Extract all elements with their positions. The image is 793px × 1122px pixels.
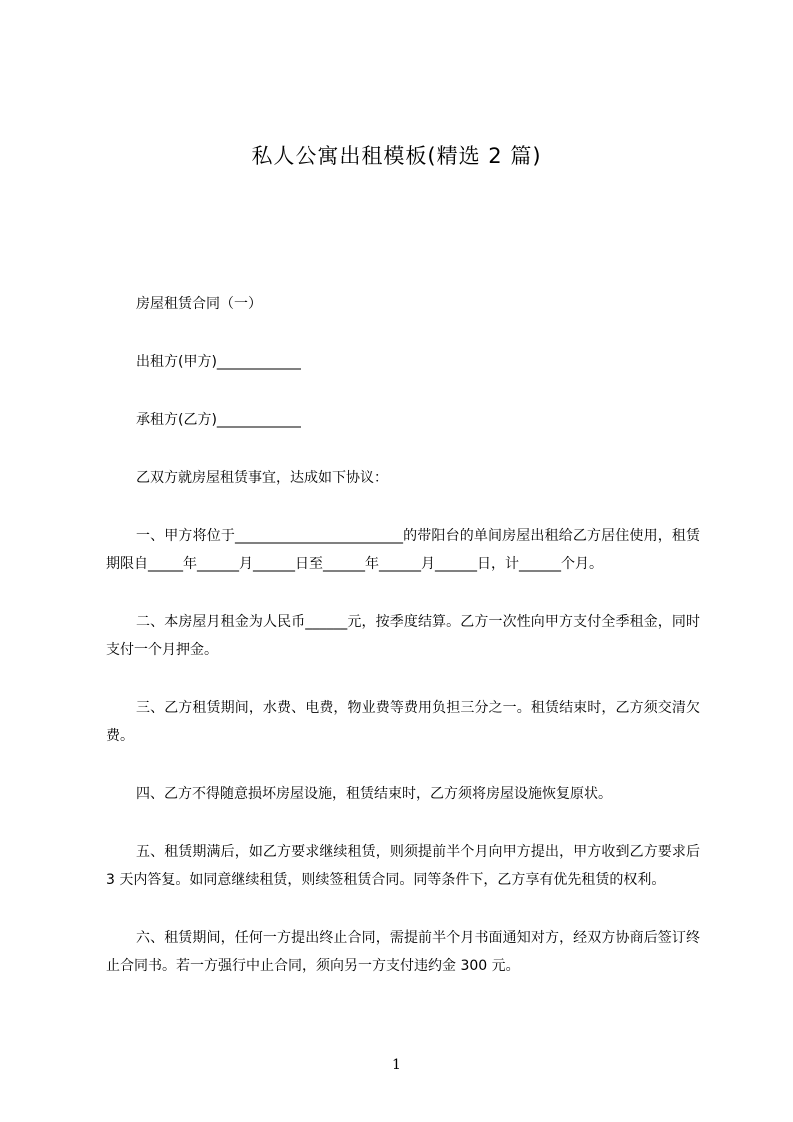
agreement-intro: 乙双方就房屋租赁事宜，达成如下协议： bbox=[136, 470, 388, 486]
document-title: 私人公寓出租模板(精选 2 篇) bbox=[251, 144, 542, 168]
clause-3: 三、乙方租赁期间，水费、电费，物业费等费用负担三分之一。租赁结束时，乙方须交清欠费。 bbox=[106, 700, 700, 744]
clause-2: 二、本房屋月租金为人民币______元，按季度结算。乙方一次性向甲方支付全季租金，同时支付一个月押金。 bbox=[106, 614, 700, 658]
contract-heading: 房屋租赁合同（一） bbox=[136, 296, 262, 312]
clause-5: 五、租赁期满后，如乙方要求继续租赁，则须提前半个月向甲方提出，甲方收到乙方要求后 3 天内答复。如同意继续租赁，则续签租赁合同。同等条件下，乙方享有优先租赁的权利。 bbox=[106, 844, 700, 888]
page-number: 1 bbox=[392, 1057, 401, 1073]
lessee-line: 承租方(乙方)____________ bbox=[136, 412, 301, 428]
clause-4: 四、乙方不得随意损坏房屋设施，租赁结束时，乙方须将房屋设施恢复原状。 bbox=[136, 786, 612, 802]
lessor-line: 出租方(甲方)____________ bbox=[136, 354, 301, 370]
clause-6: 六、租赁期间，任何一方提出终止合同，需提前半个月书面通知对方，经双方协商后签订终止合同书。若一方强行中止合同，须向另一方支付违约金 300 元。 bbox=[106, 930, 700, 974]
document-body bbox=[106, 290, 700, 1010]
clause-1: 一、甲方将位于________________________的带阳台的单间房屋出租给乙方居住使用，租赁期限自_____年______月______日至______年______月______日，计______个月。 bbox=[106, 528, 700, 572]
